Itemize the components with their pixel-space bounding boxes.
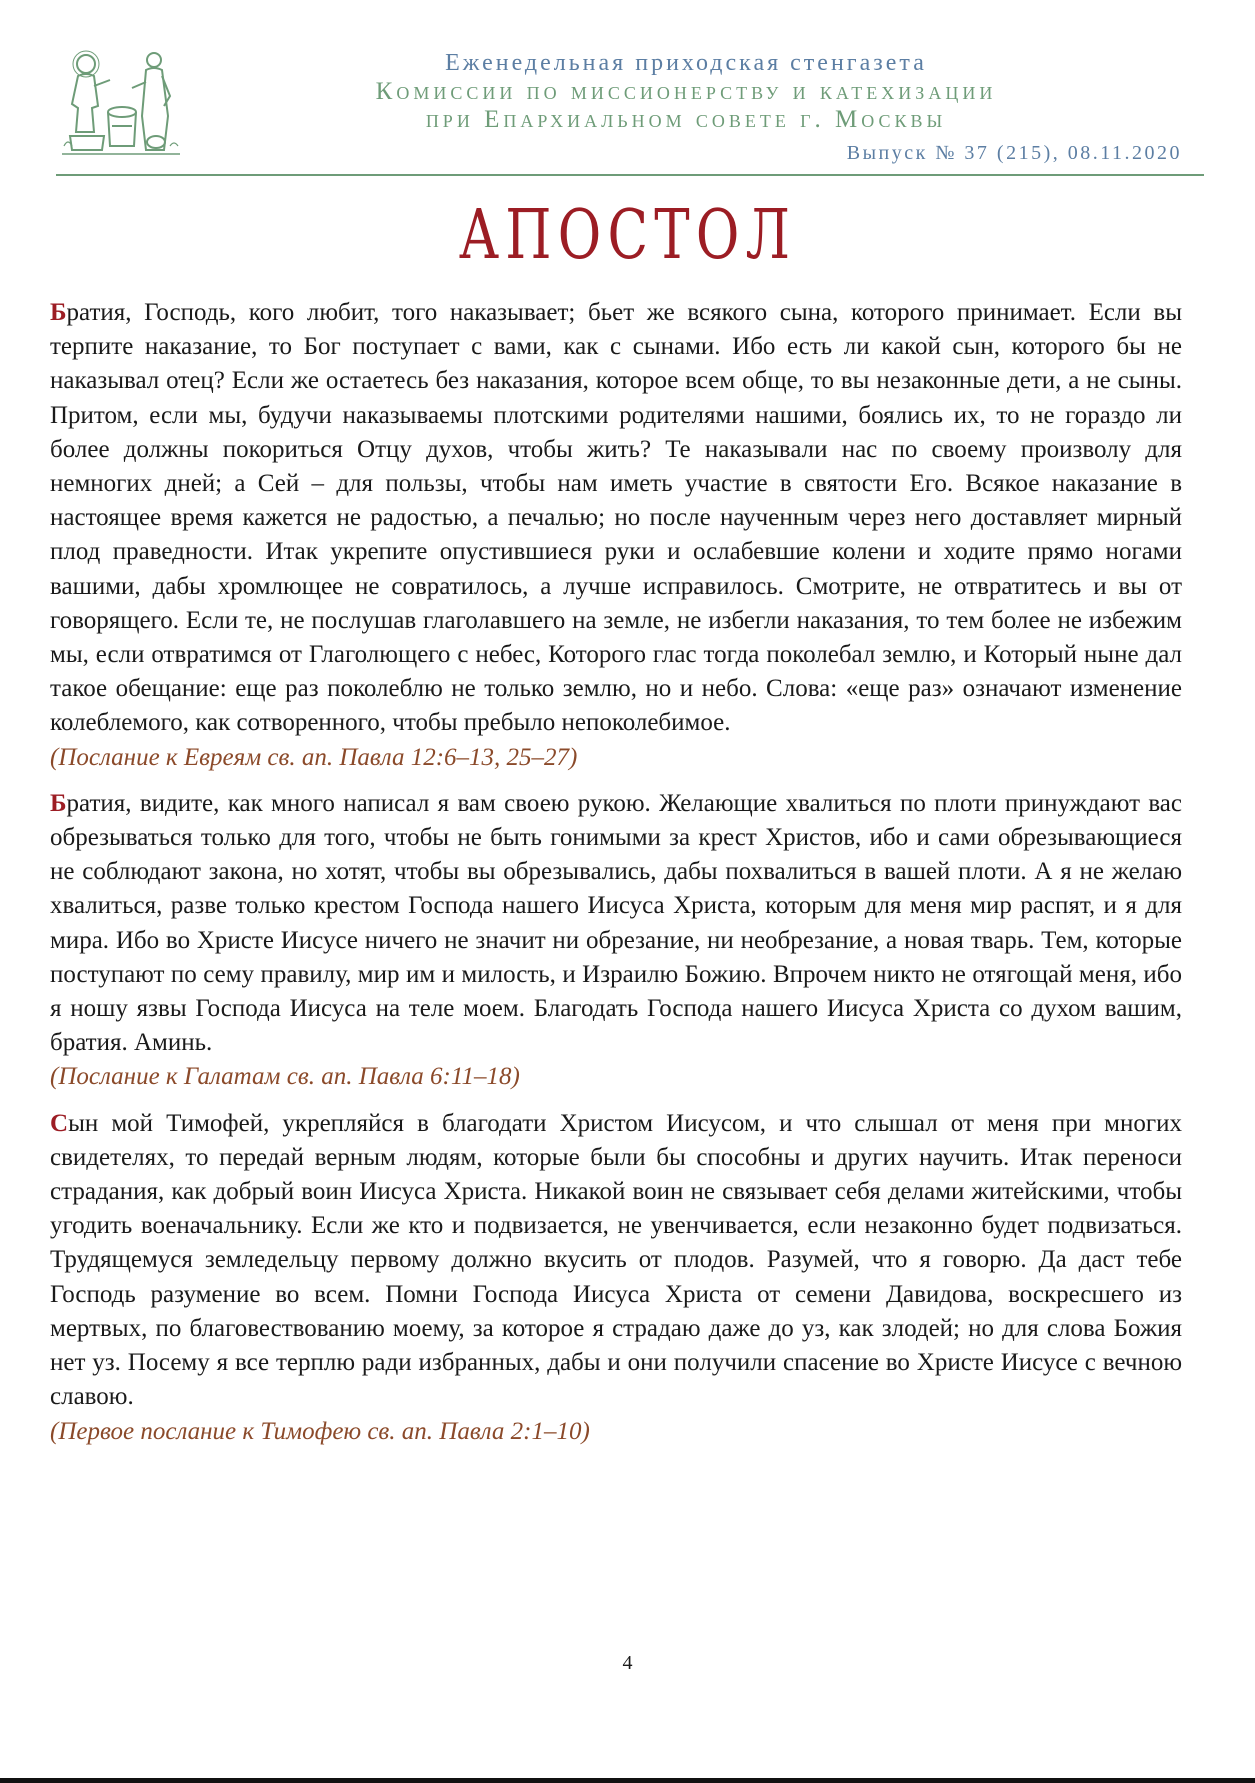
parish-logo-icon (58, 46, 184, 158)
reading-source: (Послание к Евреям св. ап. Павла 12:6–13, 25–27) (50, 743, 578, 771)
reading-galatians (50, 787, 1182, 1095)
bottom-border (0, 1778, 1255, 1783)
drop-initial: Б (50, 789, 67, 817)
masthead-text (186, 48, 1186, 134)
readings (50, 296, 1182, 1461)
reading-body: ратия, Господь, кого любит, того наказывает; бьет же всякого сына, которого принимает. Если вы терпите наказание, то Бог поступает с вами, как с сынами. Ибо есть ли какой сын, которого бы не наказывал отец? Если же остаетесь без наказания, которое всем обще, то вы незаконные дети, а не сыны. Притом, если мы, будучи наказываемы плотскими родителями нашими, боялись их, то не гораздо ли более должны покориться Отцу духов, чтобы жить? Те наказывали нас по своему произволу для немногих дней; а Сей – для пользы, чтобы нам иметь участие в святости Его. Всякое наказание в настоящее время кажется не радостью, а печалью; но после наученным через него доставляет мирный плод праведности. Итак укрепите опустившиеся руки и ослабевшие колени и ходите прямо ногами вашими, дабы хромлющее не совратилось, а лучше исправилось. Смотрите, не отвратитесь и вы от говорящего. Если те, не послушав глаголавшего на земле, не избегли наказания, то тем более не избежим мы, если отвратимся от Глаголющего с небес, Которого глас тогда поколебал землю, и Который ныне дал такое обещание: еще раз поколеблю не только землю, но и небо. Слова: «еще раз» означают изменение колеблемого, как сотворенного, чтобы пребыло непоколебимое. (50, 299, 1182, 737)
drop-initial: Б (50, 299, 67, 326)
masthead-line-3: при Епархиальном совете г. Москвы (425, 106, 947, 133)
reading-hebrews (50, 296, 1182, 775)
reading-text (50, 1107, 1182, 1415)
reading-text (50, 296, 1182, 741)
masthead (56, 40, 1204, 176)
page-title: АПОСТОЛ (458, 196, 797, 275)
page-number: 4 (622, 1652, 633, 1674)
reading-body: ын мой Тимофей, укрепляйся в благодати Христом Иисусом, и что слышал от меня при многих свидетелях, то передай верным людям, которые были бы способны и других научить. Итак переноси страдания, как добрый воин Иисуса Христа. Никакой воин не связывает себя делами житейскими, чтобы угодить военачальнику. Если же кто и подвизается, не увенчивается, если незаконно будет подвизаться. Трудящемуся земледельцу первому должно вкусить от плодов. Разумей, что я говорю. Да даст тебе Господь разумение во всем. Помни Господа Иисуса Христа от семени Давидова, воскресшего из мертвых, по благовествованию моему, за которое я страдаю даже до уз, как злодей; но для слова Божия нет уз. Посему я все терплю ради избранных, дабы и они получили спасение во Христе Иисусе с вечною славою. (50, 1109, 1182, 1411)
issue-number: Выпуск № 37 (215), 08.11.2020 (846, 142, 1182, 164)
reading-text (50, 787, 1182, 1061)
reading-source: (Послание к Галатам св. ап. Павла 6:11–18) (50, 1063, 520, 1091)
reading-source: (Первое послание к Тимофею св. ап. Павла 2:1–10) (50, 1417, 590, 1445)
reading-body: ратия, видите, как много написал я вам своею рукою. Желающие хвалиться по плоти принуждают вас обрезываться только для того, чтобы не быть гонимыми за крест Христов, ибо и сами обрезывающиеся не соблюдают закона, но хотят, чтобы вы обрезывались, дабы похвалиться в вашей плоти. А я не желаю хвалиться, разве только крестом Господа нашего Иисуса Христа, которым для меня мир распят, и я для мира. Ибо во Христе Иисусе ничего не значит ни обрезание, ни необрезание, а новая тварь. Тем, которые поступают по сему правилу, мир им и милость, и Израилю Божию. Впрочем никто не отягощай меня, ибо я ношу язвы Господа Иисуса на теле моем. Благодать Господа нашего Иисуса Христа со духом вашим, братия. Аминь. (50, 789, 1182, 1057)
header-divider (56, 174, 1204, 176)
masthead-line-1: Еженедельная приходская стенгазета (445, 50, 927, 76)
reading-timothy (50, 1107, 1182, 1449)
drop-initial: С (50, 1109, 69, 1137)
masthead-line-2: Комиссии по миссионерству и катехизации (375, 78, 997, 105)
